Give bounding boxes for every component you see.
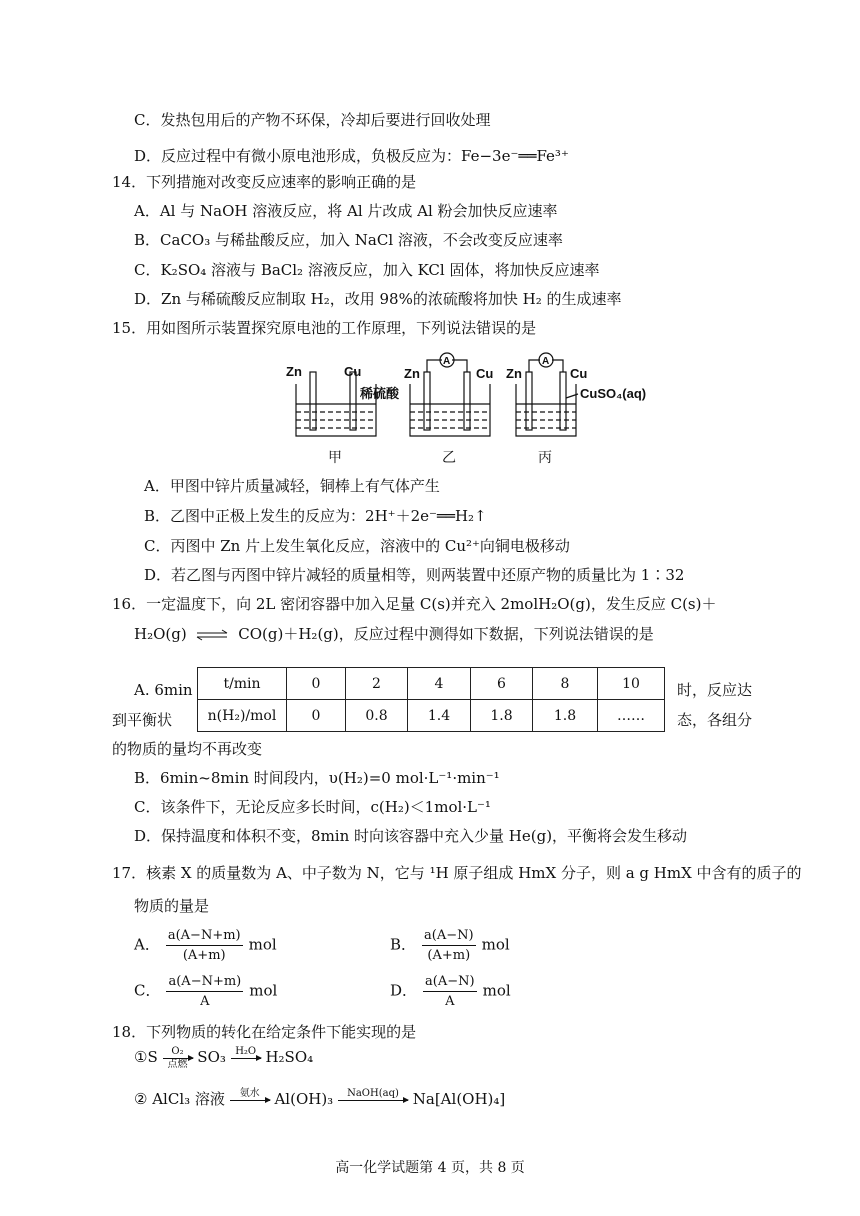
q18-stem: 18．下列物质的转化在给定条件下能实现的是 [112,1023,417,1041]
reaction-arrow-icon: O₂ 点燃 [163,1046,193,1070]
reaction-arrow-icon: H₂O [231,1046,261,1070]
q15-option-b: B．乙图中正极上发生的反应为：2H⁺＋2e⁻══H₂↑ [144,507,487,525]
q16-stem-line2 [134,624,654,644]
q17-option-d: D． $\frac{a(A-N)}{A}$ mol [390,974,511,1009]
q14-option-c: C．K₂SO₄ 溶液与 BaCl₂ 溶液反应，加入 KCl 固体，将加快反应速率 [134,261,600,279]
table-cell: …… [598,700,665,732]
q16-product: CO(g)＋H₂(g)，反应过程中测得如下数据，下列说法错误的是 [238,625,654,643]
reaction-arrow-icon: NaOH(aq) [338,1088,408,1112]
q16-stem: 16．一定温度下，向 2L 密闭容器中加入足量 C(s)并充入 2molH₂O(g)，发生反应 C(s)＋ [112,595,717,613]
table-cell: 0.8 [346,700,408,732]
caption-bing: 丙 [538,450,552,466]
q17-option-b: B． $\frac{a(A-N)}{(A+m)}$ mol [390,928,510,963]
q16-option-c: C．该条件下，无论反应多长时间，c(H₂)＜1mol·L⁻¹ [134,798,491,816]
page-footer: 高一化学试题第 4 页，共 8 页 [335,1160,525,1176]
q15-option-a: A．甲图中锌片质量减轻，铜棒上有气体产生 [144,477,440,495]
table-row [198,700,665,732]
cuso4-label: CuSO₄(aq) [580,386,647,401]
q16-option-d: D．保持温度和体积不变，8min 时向该容器中充入少量 He(g)，平衡将会发生移动 [134,827,688,845]
yi-cu-label: Cu [476,366,494,381]
q14-option-b: B．CaCO₃ 与稀盐酸反应，加入 NaCl 溶液，不会改变反应速率 [134,231,563,249]
yi-ammeter-label: A [443,356,451,367]
jia-zn-label: Zn [286,364,302,379]
q17-option-a: A． $\frac{a(A-N+m)}{(A+m)}$ mol [134,928,277,963]
q16-option-a-part5: 的物质的量均不再改变 [112,740,263,758]
table-row [198,668,665,700]
galvanic-cells-figure [280,348,660,470]
q14-stem: 14．下列措施对改变反应速率的影响正确的是 [112,173,417,191]
caption-jia: 甲 [328,450,342,466]
fraction: $\frac{a(A-N)}{A}$ [425,974,475,1009]
q13-option-c: C．发热包用后的产物不环保，冷却后要进行回收处理 [134,111,491,129]
q18-item-1: ①S O₂ 点燃 SO₃ H₂O H₂SO₄ [134,1046,314,1070]
bing-ammeter-label: A [542,356,550,367]
table-cell: 4 [408,668,471,700]
fraction: $\frac{a(A-N)}{(A+m)}$ [424,928,474,963]
acid-label: 稀硫酸 [360,386,400,401]
table-cell: 1.8 [471,700,533,732]
table-cell: 2 [346,668,408,700]
table-cell: 1.4 [408,700,471,732]
q16-data-table [197,667,665,732]
q16-option-b: B．6min~8min 时间段内，υ(H₂)=0 mol·L⁻¹·min⁻¹ [134,769,500,787]
q16-option-a-part1: A. 6min [134,681,193,699]
q17-stem: 17．核素 X 的质量数为 A、中子数为 N，它与 ¹H 原子组成 HmX 分子，则 a g HmX 中含有的质子的 [112,864,802,882]
q15-option-d: D．若乙图与丙图中锌片减轻的质量相等，则两装置中还原产物的质量比为 1∶32 [144,566,685,584]
q15-option-c: C．丙图中 Zn 片上发生氧化反应，溶液中的 Cu²⁺向铜电极移动 [144,537,570,555]
q13-option-d: D．反应过程中有微小原电池形成，负极反应为：Fe−3e⁻══Fe³⁺ [134,147,569,165]
bing-zn-label: Zn [506,366,522,381]
bing-cu-label: Cu [570,366,588,381]
q16-reactant: H₂O(g) [134,625,187,643]
q17-stem-line2: 物质的量是 [134,897,210,915]
table-cell: 6 [471,668,533,700]
jia-cu-label: Cu [344,364,362,379]
table-cell: t/min [198,668,287,700]
fraction: $\frac{a(A-N+m)}{A}$ [168,974,242,1009]
reaction-arrow-icon: 氨水 [230,1088,270,1112]
q14-option-a: A．Al 与 NaOH 溶液反应，将 Al 片改成 Al 粉会加快反应速率 [134,202,558,220]
yi-zn-label: Zn [404,366,420,381]
table-cell: 0 [287,668,346,700]
q14-option-d: D．Zn 与稀硫酸反应制取 H₂，改用 98%的浓硫酸将加快 H₂ 的生成速率 [134,290,622,308]
fraction: $\frac{a(A-N+m)}{(A+m)}$ [167,928,241,963]
q16-option-a-part3: 时，反应达 [677,681,753,699]
table-cell: n(H₂)/mol [198,700,287,732]
q18-item-2: ② AlCl₃ 溶液 氨水 Al(OH)₃ NaOH(aq) Na[Al(OH)₄] [134,1088,505,1112]
equilibrium-arrow-icon [195,629,229,641]
table-cell: 1.8 [533,700,598,732]
table-cell: 0 [287,700,346,732]
table-cell: 10 [598,668,665,700]
q16-option-a-part4: 态，各组分 [677,711,753,729]
table-cell: 8 [533,668,598,700]
q17-option-c: C． $\frac{a(A-N+m)}{A}$ mol [134,974,278,1009]
q15-stem: 15．用如图所示装置探究原电池的工作原理，下列说法错误的是 [112,319,537,337]
q16-option-a-part2: 到平衡状 [112,711,173,729]
caption-yi: 乙 [442,450,456,466]
